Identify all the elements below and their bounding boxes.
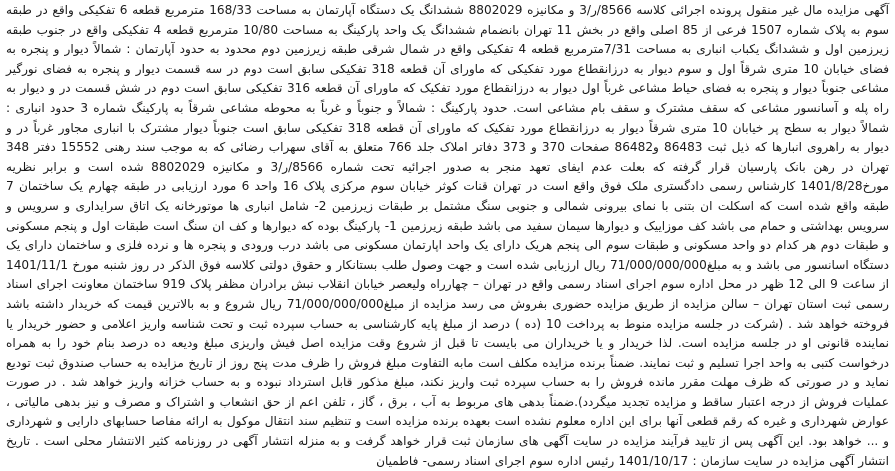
auction-notice-text: آگهی مزایده مال غیر منقول پرونده اجرائی کلاسه 8566/ر/3 و مکانیزه 8802029 ششدانگ یک دستگاه آپارتمان به مساحت 168/33 مترمربع قطعه 6 تفکیکی واقع در طبقه سوم به پلاک شماره 1507 فرعی از 85 اصلی واقع در بخش 11 تهران بانضمام ششدانگ یک واحد پارکینگ به مساحت 10/80 مترمربع قطعه 4 تفکیکی واقع در جنوب طبقه زیرزمین اول و ششدانگ یکباب انباری به مساحت 7/31مترمربع قطعه 4 تفکیکی واقع در شمال شرقی طبقه زیرزمین دوم محدود به حدود آپارتمان : شمالاً دیوار و پنجره به فضای خیابان 10 متری شرقاً اول و سوم دیوار به درزانقطاع مورد تفکیکی که ماورای آن قطعه 318 تفکیکی سابق است دوم در سه قسمت دیوار و پنجره به فضای نورگیر مشاعی جنوباً دیوار و پنجره به فضای حیاط مشاعی غرباً اول دیوار به درزانقطاع مورد تفکیک که ماورای آن قطعه 316 تفکیکی سابق است دوم در شش قسمت در و دیوار به راه پله و آسانسور مشاعی که سقف مشترک و سقف بام مشاعی است. حدود پارکینگ : شمالاً و جنوباً و غرباً به محوطه مشاعی شرقاً به پارکینگ شماره 3 حدود انباری : شمالاً دیوار به سطح پر خیابان 10 متری شرقاً دیوار به درزانقطاع مورد تفکیک که ماورای آن قطعه 318 تفکیکی سابق است جنوباً دیوار مشترک با انباری مجاور غرباً در و دیوار به راهروی انبارها که ذیل ثبت 86483 و86482 صفحات 370 و 373 دفاتر املاک جلد 766 متعلق به آقای سهراب رضائی که به موجب سند رهنی 15552 دفتر 348 تهران در رهن بانک پارسیان قرار گرفته که بعلت عدم ایفای تعهد منجر به صدور اجرائیه تحت شماره 8566/ر/3 و مکانیزه 8802029 شده است و برابر نظریه مورخ1401/8/28 کارشناس رسمی دادگستری ملک فوق واقع است در تهران قنات کوثر خیابان سوم مرکزی پلاک 16 واحد 6 مورد ارزیابی در طبقه چهارم یک ساختمان 7 طبقه واقع شده است که اسکلت ان بتنی با نمای بیرونی شمالی و جنوبی سنگ مشتمل بر طبقات زیرزمین 2- شامل انباری ها موتورخانه یک اتاق سرایداری و سرویس و سرویس بهداشتی و حمام می باشد کف موزاییک و دیوارها سیمان سفید می باشد طبقه زیرزمین 1- پارکینگ بوده که دیوارها و کف ان سنگ است طبقات اول و پنجم مسکونی و طبقات دوم هر کدام دو واحد مسکونی و طبقات سوم الی پنجم هریک دارای یک واحد اپارتمان مسکونی می باشد درب ورودی و پنجره ها و نرده فلزی و ساختمان دارای یک دستگاه اسانسور می باشد و به مبلغ71/000/000/000 ریال ارزیابی شده است و جهت وصول طلب بستانکار و حقوق دولتی کلاسه فوق الذکر در روز شنبه مورخ 1401/11/1 از ساعت 9 الی 12 ظهر در محل اداره سوم اجرای اسناد رسمی واقع در تهران – چهارراه ولیعصر خیابان انقلاب نبش برادران مظفر پلاک 919 ساختمان معاونت اجرای اسناد رسمی ثبت استان تهران – سالن مزایده از طریق مزایده حضوری بفروش می رسد مزایده از مبلغ71/000/000/000 ریال شروع و به بالاترین قیمت که خریدار داشته باشد فروخته خواهد شد . (شرکت در جلسه مزایده منوط به پرداخت 10 (ده ) درصد از مبلغ پایه کارشناسی به حساب سپرده ثبت و تحت شناسه واریز اعلامی و حضور خریدار یا نماینده قانونی او در جلسه مزایده است. لذا خریدار و یا خریداران می بایست تا قبل از شروع وقت مزایده اصل فیش واریزی مبلغ ودیعه ده درصد بنام خود را به همراه درخواست کتبی به واحد اجرا تسلیم و ثبت نمایند. ضمناً برنده مزایده مکلف است مابه التفاوت مبلغ فروش را ظرف مدت پنج روز از تاریخ مزایده به حساب صندوق ثبت تودیع نماید و در صورتی که ظرف مهلت مقرر مانده فروش را به حساب سپرده ثبت واریز نکند، مبلغ مذکور قابل استرداد نبوده و به حساب خزانه واریز خواهد شد . در صورت عملیات فروش از درجه اعتبار ساقط و مزایده تجدید میگردد).ضمناً بدهی های مربوط به آب ، برق ، گاز ، تلفن اعم از حق انشعاب و اشتراک و مصرف و نیز بدهی مالیاتی ، عوارض شهرداری و غیره که رقم قطعی آنها برای این اداره معلوم نشده است بعهده برنده مزایده است و تنظیم سند انتقال موکول به ارائه مفاصا حسابهای دارایی و شهرداری و ... خواهد بود. این آگهی پس از تایید فرآیند مزایده در سایت آگهی های سازمان ثبت قرار خواهد گرفت و به منزله انتشار آگهی در روزنامه کثیر الانتشار محلی است . تاریخ انتشار آگهی مزایده در سایت سازمان : 1401/10/17 رئیس اداره سوم اجرای اسناد رسمی- فاطمیان [6, 3, 890, 468]
